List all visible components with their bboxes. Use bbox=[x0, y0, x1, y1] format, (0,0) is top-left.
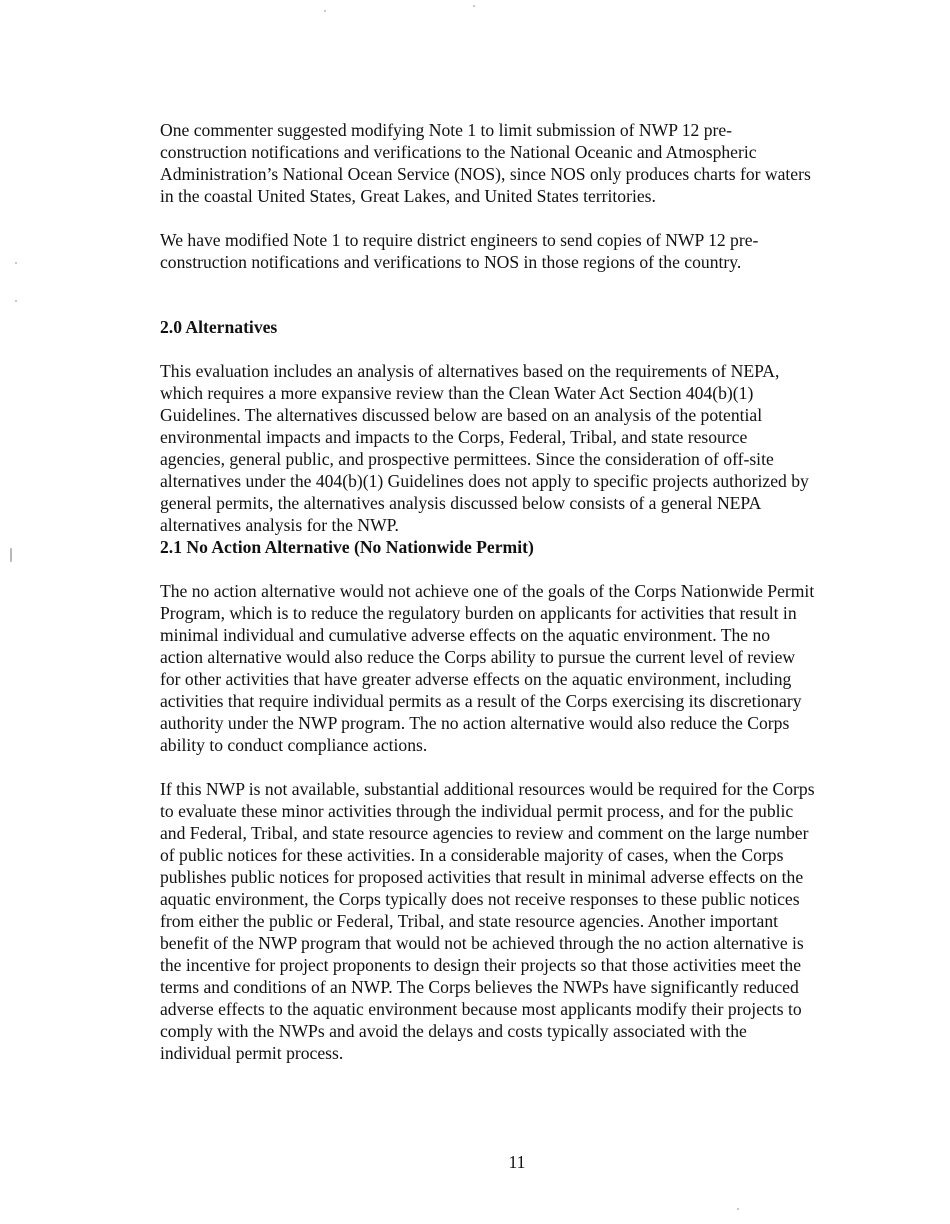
scan-speck bbox=[473, 5, 475, 7]
text-line: construction notifications and verifications to the National Oceanic and Atmospheric bbox=[160, 142, 757, 162]
text-line: benefit of the NWP program that would not be achieved through the no action alternative is bbox=[160, 933, 804, 953]
text-line: ability to conduct compliance actions. bbox=[160, 735, 428, 755]
scan-speck bbox=[10, 548, 12, 562]
scan-speck bbox=[324, 10, 326, 12]
scan-speck bbox=[737, 1208, 739, 1210]
text-line: environmental impacts and impacts to the Corps, Federal, Tribal, and state resource bbox=[160, 427, 748, 447]
text-line: which requires a more expansive review than the Clean Water Act Section 404(b)(1) bbox=[160, 383, 754, 403]
text-line: Guidelines. The alternatives discussed below are based on an analysis of the potential bbox=[160, 405, 763, 425]
section-heading-2-0: 2.0 Alternatives bbox=[160, 317, 278, 337]
text-line: in the coastal United States, Great Lakes, and United States territories. bbox=[160, 186, 656, 206]
no-action-paragraph-1 bbox=[160, 580, 860, 756]
text-line: alternatives analysis for the NWP. bbox=[160, 515, 399, 535]
no-action-paragraph-2 bbox=[160, 778, 860, 1064]
text-line: adverse effects to the aquatic environment because most applicants modify their projects to bbox=[160, 999, 802, 1019]
section-heading-2-1: 2.1 No Action Alternative (No Nationwide Permit) bbox=[160, 537, 534, 557]
text-line: construction notifications and verifications to NOS in those regions of the country. bbox=[160, 252, 742, 272]
text-line: agencies, general public, and prospective permittees. Since the consideration of off-site bbox=[160, 449, 774, 469]
text-line: the incentive for project proponents to design their projects so that those activities meet the bbox=[160, 955, 802, 975]
text-line: to evaluate these minor activities through the individual permit process, and for the public bbox=[160, 801, 794, 821]
scan-speck bbox=[15, 300, 17, 302]
text-line: from either the public or Federal, Tribal, and state resource agencies. Another important bbox=[160, 911, 779, 931]
text-line: We have modified Note 1 to require district engineers to send copies of NWP 12 pre- bbox=[160, 230, 759, 250]
page-number: 11 bbox=[508, 1152, 526, 1172]
text-line: action alternative would also reduce the Corps ability to pursue the current level of review bbox=[160, 647, 796, 667]
text-line: publishes public notices for proposed activities that result in minimal adverse effects on the bbox=[160, 867, 804, 887]
text-line: alternatives under the 404(b)(1) Guidelines does not apply to specific projects authorized by bbox=[160, 471, 809, 491]
text-line: aquatic environment, the Corps typically does not receive responses to these public notices bbox=[160, 889, 800, 909]
text-line: comply with the NWPs and avoid the delays and costs typically associated with the bbox=[160, 1021, 747, 1041]
text-line: activities that require individual permits as a result of the Corps exercising its discretionary bbox=[160, 691, 802, 711]
text-line: One commenter suggested modifying Note 1 to limit submission of NWP 12 pre- bbox=[160, 120, 733, 140]
text-line: of public notices for these activities. In a considerable majority of cases, when the Corps bbox=[160, 845, 784, 865]
intro-paragraph-2 bbox=[160, 229, 860, 273]
text-line: If this NWP is not available, substantial additional resources would be required for the Corps bbox=[160, 779, 815, 799]
scan-speck bbox=[15, 262, 17, 264]
text-line: authority under the NWP program. The no action alternative would also reduce the Corps bbox=[160, 713, 790, 733]
text-line: for other activities that have greater adverse effects on the aquatic environment, including bbox=[160, 669, 792, 689]
document-body bbox=[160, 119, 860, 1064]
text-line: The no action alternative would not achieve one of the goals of the Corps Nationwide Permit bbox=[160, 581, 815, 601]
text-line: minimal individual and cumulative adverse effects on the aquatic environment. The no bbox=[160, 625, 771, 645]
alternatives-paragraph bbox=[160, 360, 860, 536]
text-line: general permits, the alternatives analysis discussed below consists of a general NEPA bbox=[160, 493, 762, 513]
text-line: Program, which is to reduce the regulatory burden on applicants for activities that result in bbox=[160, 603, 797, 623]
text-line: Administration’s National Ocean Service (NOS), since NOS only produces charts for waters bbox=[160, 164, 811, 184]
text-line: individual permit process. bbox=[160, 1043, 344, 1063]
text-line: This evaluation includes an analysis of alternatives based on the requirements of NEPA, bbox=[160, 361, 780, 381]
intro-paragraph-1 bbox=[160, 119, 860, 207]
text-line: and Federal, Tribal, and state resource agencies to review and comment on the large number bbox=[160, 823, 809, 843]
text-line: terms and conditions of an NWP. The Corps believes the NWPs have significantly reduced bbox=[160, 977, 799, 997]
